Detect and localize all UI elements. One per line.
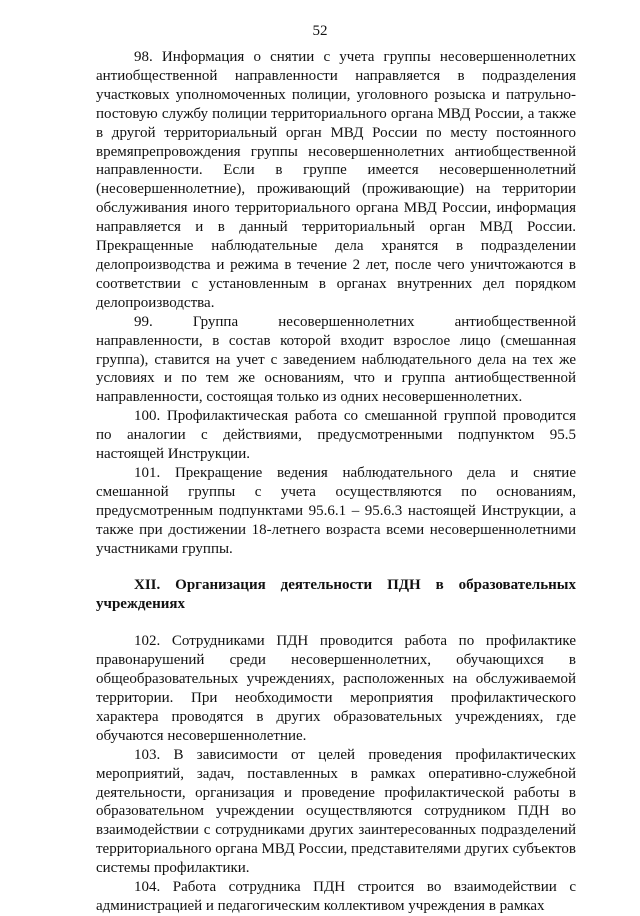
page-number: 52 (312, 23, 328, 39)
paragraph-104: 104. Работа сотрудника ПДН строится во взаимодействии с администрацией и педагогическим коллективом учреждения в рамках (96, 879, 576, 914)
document-body (96, 48, 576, 916)
paragraph-103: 103. В зависимости от целей проведения профилактических мероприятий, задач, поставленных в рамках оперативно-служебной деятельности, организация и проведение профилактической работы в образовательном учреждении осуществляются сотрудником ПДН во взаимодействии с сотрудниками других заинтересованных подразделений территориального органа МВД России, представителями других субъектов системы профилактики. (96, 746, 576, 877)
paragraph-100: 100. Профилактическая работа со смешанной группой проводится по аналогии с действиями, предусмотренными подпунктом 95.5 настоящей Инструкции. (96, 408, 576, 463)
section-heading: XII. Организация деятельности ПДН в образовательных учреждениях (96, 577, 576, 613)
paragraph-98: 98. Информация о снятии с учета группы несовершеннолетних антиобщественной направленности направляется в подразделения участковых уполномоченных полиции, уголовного розыска и патрульно-постовую службу полиции территориального органа МВД России, а также в другой территориальный орган МВД России по месту постоянного времяпрепровождения группы несовершеннолетних антиобщественной направленности. Если в группе имеется несовершеннолетний (несовершеннолетние), проживающий (проживающие) на территории обслуживания иного территориального органа МВД России, информация направляется и в данный территориальный орган МВД России. Прекращенные наблюдательные дела хранятся в подразделении делопроизводства и режима в течение 2 лет, после чего уничтожаются в соответствии с установленным в органах внутренних дел порядком делопроизводства. (96, 49, 576, 311)
paragraph-101: 101. Прекращение ведения наблюдательного дела и снятие смешанной группы с учета осуществляются по основаниям, предусмотренным подпунктами 95.6.1 – 95.6.3 настоящей Инструкции, а также при достижении 18-летнего возраста всеми несовершеннолетними участниками группы. (96, 464, 576, 557)
paragraph-102: 102. Сотрудниками ПДН проводится работа по профилактике правонарушений среди несовершеннолетних, обучающихся в общеобразовательных учреждениях, расположенных на обслуживаемой территории. При необходимости мероприятия профилактического характера проводятся в других образовательных учреждениях, где обучаются несовершеннолетние. (96, 633, 576, 744)
paragraph-99: 99. Группа несовершеннолетних антиобщественной направленности, в состав которой входит взрослое лицо (смешанная группа), ставится на учет с заведением наблюдательного дела на тех же условиях и по тем же основаниям, что и группа антиобщественной направленности, состоящая только из одних несовершеннолетних. (96, 313, 576, 406)
